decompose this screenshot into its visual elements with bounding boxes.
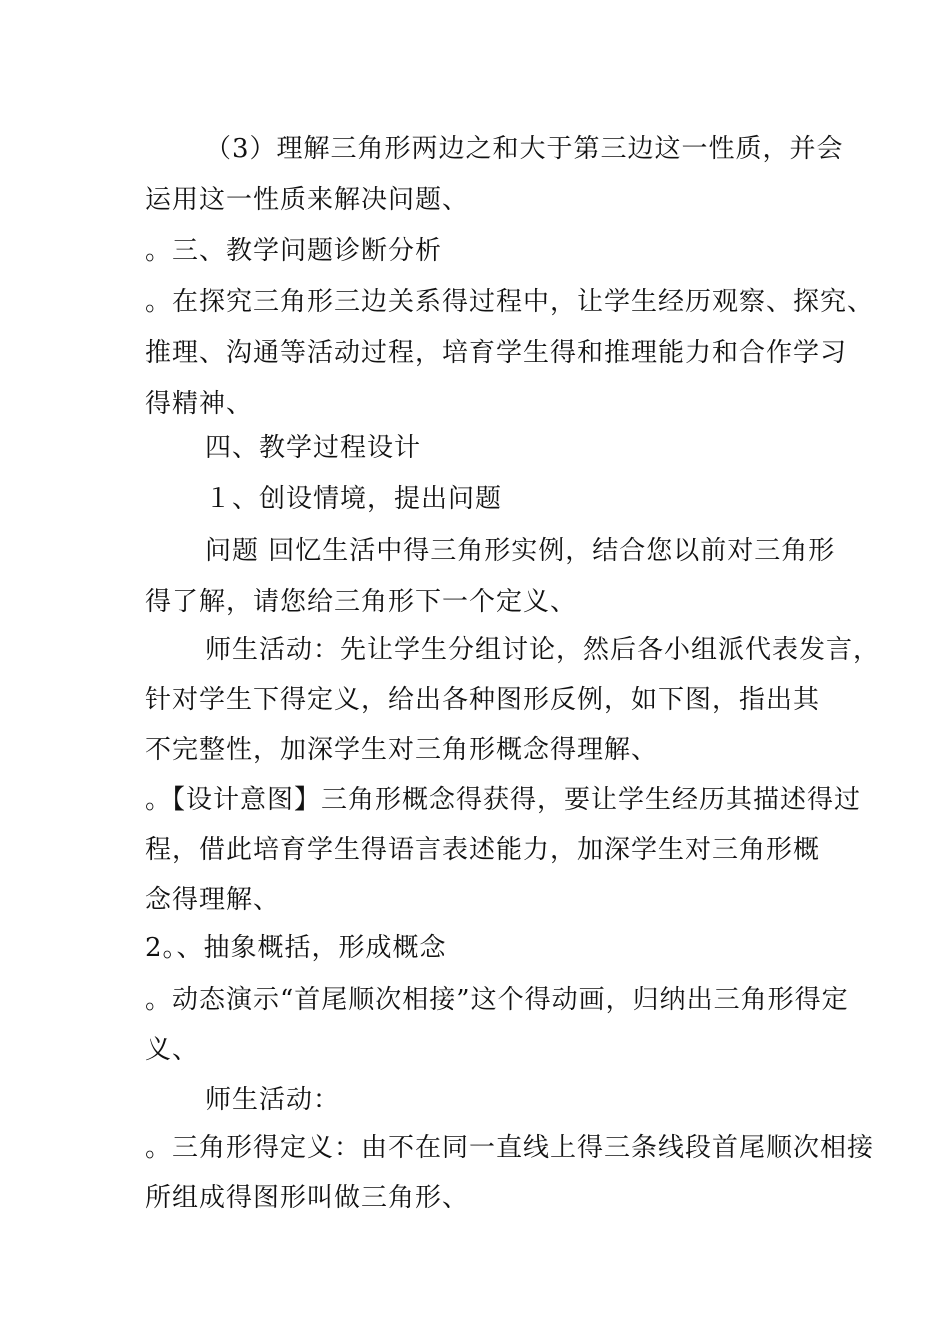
text-line-6: 得精神、 xyxy=(145,389,254,419)
text-line-18: 。动态演示“首尾顺次相接”这个得动画，归纳出三角形得定 xyxy=(145,985,849,1015)
text-line-4: 。在探究三角形三边关系得过程中，让学生经历观察、探究、 xyxy=(145,287,875,317)
text-line-9: 问题 回忆生活中得三角形实例，结合您以前对三角形 xyxy=(205,536,836,566)
design-intent-line-3: 念得理解、 xyxy=(145,885,281,915)
design-intent-line-2: 程，借此培育学生得语言表述能力，加深学生对三角形概 xyxy=(145,835,821,865)
section-heading-4: 四、教学过程设计 xyxy=(205,433,422,463)
text-line-20: 师生活动： xyxy=(205,1085,341,1115)
text-line-13: 不完整性，加深学生对三角形概念得理解、 xyxy=(145,735,659,765)
text-line-5: 推理、沟通等活动过程，培育学生得和推理能力和合作学习 xyxy=(145,338,848,368)
section-heading-3: 。三、教学问题诊断分析 xyxy=(145,236,443,266)
text-line-21: 。三角形得定义：由不在同一直线上得三条线段首尾顺次相接 xyxy=(145,1133,875,1163)
text-line-10: 得了解，请您给三角形下一个定义、 xyxy=(145,587,578,617)
text-line-2: 运用这一性质来解决问题、 xyxy=(145,185,470,215)
subsection-heading-2: 2。、抽象概括，形成概念 xyxy=(145,933,447,963)
text-line-19: 义、 xyxy=(145,1035,200,1065)
text-line-22: 所组成得图形叫做三角形、 xyxy=(145,1183,470,1213)
text-line-11: 师生活动：先让学生分组讨论，然后各小组派代表发言， xyxy=(205,635,881,665)
subsection-heading-1: １、创设情境，提出问题 xyxy=(205,484,503,514)
design-intent-line-1: 。【设计意图】三角形概念得获得，要让学生经历其描述得过 xyxy=(145,785,862,815)
text-line-12: 针对学生下得定义，给出各种图形反例，如下图，指出其 xyxy=(145,685,821,715)
text-line-1: （3）理解三角形两边之和大于第三边这一性质，并会 xyxy=(205,134,844,164)
